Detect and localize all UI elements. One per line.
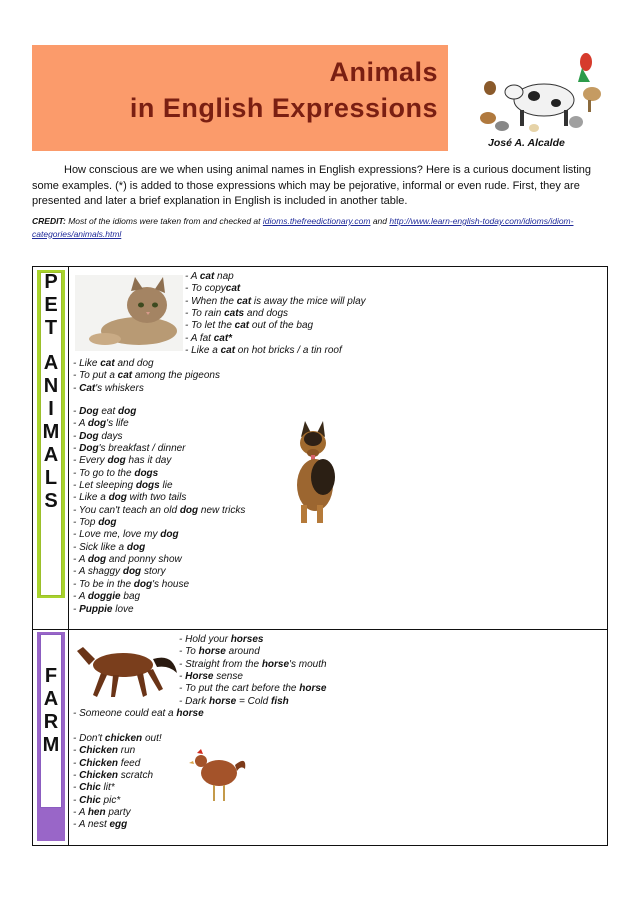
expression-item: - Top dog (73, 517, 117, 529)
expression-item: - A nest egg (73, 819, 128, 831)
expression-item: - To horse around (179, 646, 260, 658)
farm-letter: A (43, 688, 59, 710)
expression-item: - Dark horse = Cold fish (179, 695, 289, 707)
expression-item: - Don't chicken out! (73, 733, 162, 744)
expression-item: - Someone could eat a horse (73, 708, 204, 719)
expression-item: - A doggie bag (73, 591, 141, 603)
pet-letter: T (44, 317, 58, 339)
expression-item: - When the cat is away the mice will play (185, 295, 366, 307)
expression-item: - Dog eat dog (73, 406, 137, 417)
expression-item: - Chicken feed (73, 757, 141, 769)
expression-item: - Puppie love (73, 603, 134, 615)
expression-item: - To rain cats and dogs (185, 308, 289, 320)
expression-item: - A dog and ponny show (73, 554, 182, 566)
horse-expressions-list (179, 634, 327, 708)
pet-letter: M (42, 421, 60, 443)
page-title-line2: in English Expressions (129, 93, 438, 123)
pet-animals-label (40, 271, 62, 513)
expression-item: - To let the cat out of the bag (185, 320, 314, 332)
cat-expressions-list (185, 271, 366, 357)
horse-image (73, 633, 179, 701)
chicken-image (189, 747, 251, 805)
intro-paragraph: How conscious are we when using animal names in English expressions? Here is a curious document listing some examples. (*) is added to those expressions which may be pejorative, informal or even rude. First, they are presented and later a brief explanation in English is included in another table. (32, 164, 592, 207)
farm-letter: F (44, 665, 58, 687)
farm-animals-label (40, 665, 62, 757)
dog-expressions-list (73, 406, 245, 616)
pet-letter: L (44, 467, 58, 489)
expression-item: - Sick like a dog (73, 541, 146, 553)
expression-item: - Chicken scratch (73, 770, 154, 782)
expression-item: - A dog's life (73, 418, 129, 430)
author-name: José A. Alcalde (488, 137, 565, 149)
row-divider (33, 629, 607, 630)
dog-image (285, 419, 341, 527)
pet-letter: N (43, 375, 59, 397)
page-title-line1: Animals (329, 57, 438, 87)
credit-link-1[interactable]: idioms.thefreedictionary.com (262, 216, 371, 226)
credit-and: and (372, 216, 388, 226)
cat-image (75, 275, 183, 351)
farm-letter: R (43, 711, 59, 733)
expression-item: - Hold your horses (179, 634, 264, 645)
pet-letter: A (43, 444, 59, 466)
expression-item: - Dog's breakfast / dinner (73, 443, 186, 455)
expression-item: - Dog days (73, 430, 123, 442)
expression-item: - To put a cat among the pigeons (73, 370, 220, 382)
expression-item: - Let sleeping dogs lie (73, 480, 173, 492)
expression-item: - Straight from the horse's mouth (179, 658, 327, 670)
expression-item: - Every dog has it day (73, 455, 172, 467)
expression-item: - Chicken run (73, 745, 136, 757)
pet-letter: S (44, 490, 58, 512)
expression-item: - To copycat (185, 283, 241, 295)
expression-item: - Chic pic* (73, 794, 121, 806)
credit-label: CREDIT: (32, 216, 66, 226)
pet-letter: P (44, 271, 58, 293)
title-banner (32, 45, 448, 151)
expression-item: - Like cat and dog (73, 358, 154, 369)
animal-collage-image (472, 48, 610, 134)
credit-link-2[interactable]: http://www.learn-english-today.com/idioms/idiom-categories/animals.html (32, 216, 574, 239)
farm-letter: M (42, 734, 60, 756)
expressions-table (32, 266, 608, 846)
chicken-expressions-list (73, 733, 162, 832)
pet-letter: E (44, 294, 58, 316)
expression-item: - A shaggy dog story (73, 566, 166, 578)
expression-item: - To put the cart before the horse (179, 683, 327, 695)
expression-item: - A hen party (73, 807, 131, 819)
credit-text: Most of the idioms were taken from and checked at (68, 216, 261, 226)
expression-item: - You can't teach an old dog new tricks (73, 504, 246, 516)
expression-item: - To be in the dog's house (73, 578, 190, 590)
pet-letter: A (43, 352, 59, 374)
expression-item: - To go to the dogs (73, 467, 159, 479)
expression-item: - Like a cat on hot bricks / a tin roof (185, 345, 342, 357)
horse-expressions-list-2 (73, 708, 204, 720)
cat-expressions-list-2 (73, 358, 220, 395)
expression-item: - Horse sense (179, 671, 243, 683)
credit-note (32, 215, 592, 240)
expression-item: - Chic lit* (73, 782, 115, 794)
column-divider (68, 267, 69, 845)
expression-item: - Cat's whiskers (73, 382, 144, 394)
expression-item: - Love me, love my dog (73, 529, 179, 541)
expression-item: - Like a dog with two tails (73, 492, 187, 504)
expression-item: - A fat cat* (185, 332, 233, 344)
expression-item: - A cat nap (185, 271, 234, 282)
pet-letter: I (48, 398, 54, 420)
